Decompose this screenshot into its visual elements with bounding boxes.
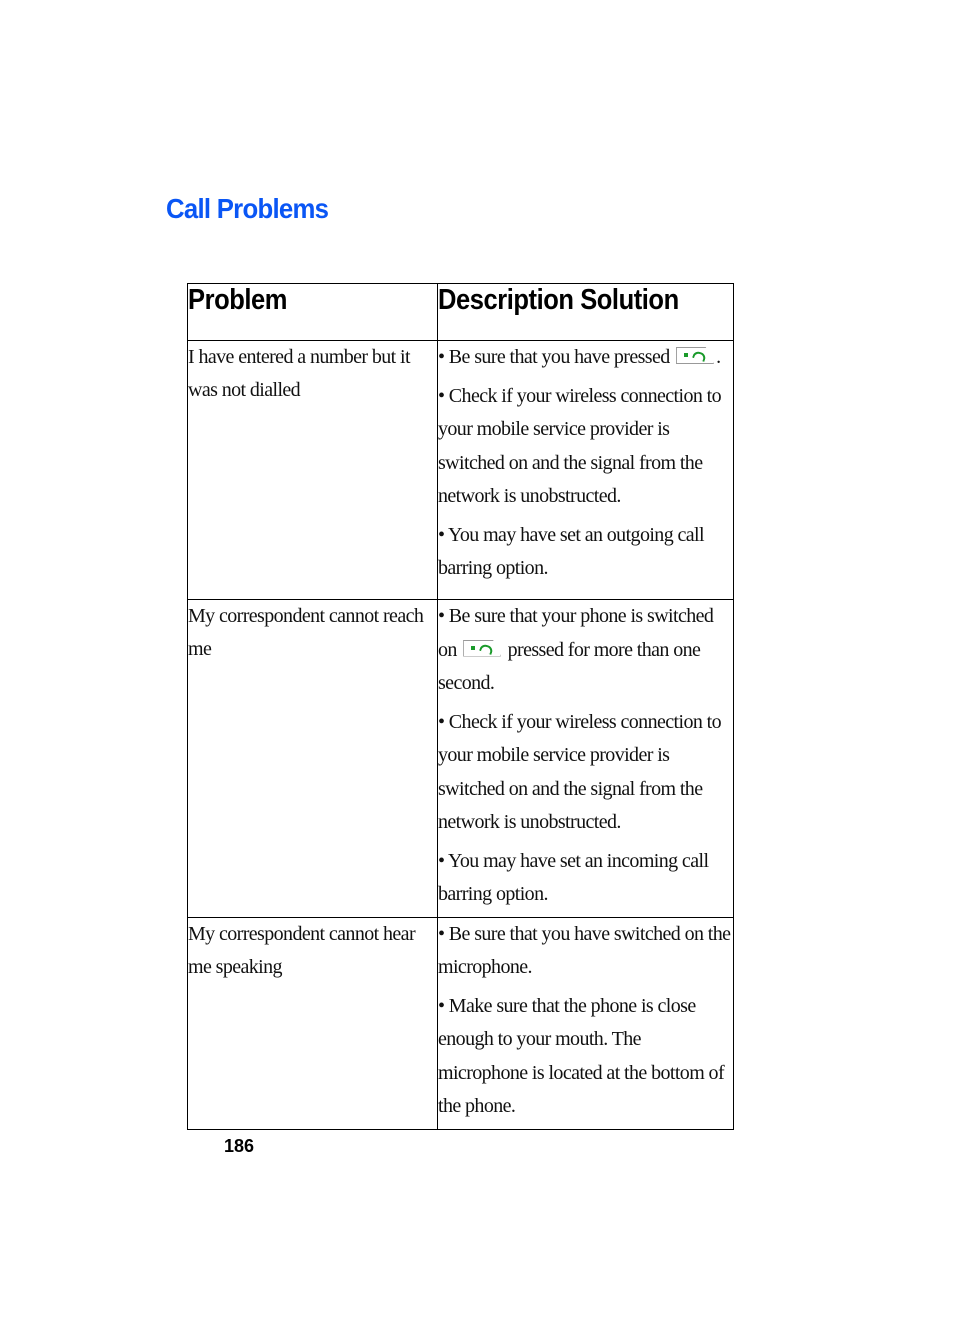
solution-item: • Check if your wireless connection to your mobile service provider is switched on and the signal from the network is unobstructed.: [438, 710, 722, 833]
table-row: [188, 917, 734, 1129]
solution-item: • You may have set an incoming call barring option.: [438, 849, 709, 905]
send-call-key-icon: [463, 640, 501, 657]
table-row: [188, 341, 734, 600]
call-problems-table: [187, 283, 734, 1130]
solution-cell: [438, 917, 734, 1129]
table-row: [188, 600, 734, 918]
solution-cell: [438, 600, 734, 918]
problem-cell: My correspondent cannot reach me: [188, 600, 438, 918]
solution-item: • You may have set an outgoing call barring option.: [438, 523, 704, 579]
solution-item: • Be sure that your phone is switched on pressed for more than one second.: [438, 605, 714, 694]
send-call-key-icon: [676, 347, 714, 364]
page-title: Call Problems: [166, 193, 329, 224]
solution-item: • Check if your wireless connection to your mobile service provider is switched on and the signal from the network is unobstructed.: [438, 384, 722, 507]
solution-item: • Be sure that you have switched on the microphone.: [438, 922, 731, 978]
problem-cell: My correspondent cannot hear me speaking: [188, 917, 438, 1129]
page-number: 186: [224, 1136, 255, 1156]
column-header-solution: Description Solution: [438, 284, 734, 341]
solution-item: • Make sure that the phone is close enough to your mouth. The microphone is located at the bottom of the phone.: [438, 994, 725, 1117]
table-header-row: [188, 284, 734, 341]
solution-item: • Be sure that you have pressed .: [438, 346, 721, 368]
problem-cell: I have entered a number but it was not dialled: [188, 341, 438, 600]
column-header-problem: Problem: [188, 284, 438, 341]
solution-cell: [438, 341, 734, 600]
